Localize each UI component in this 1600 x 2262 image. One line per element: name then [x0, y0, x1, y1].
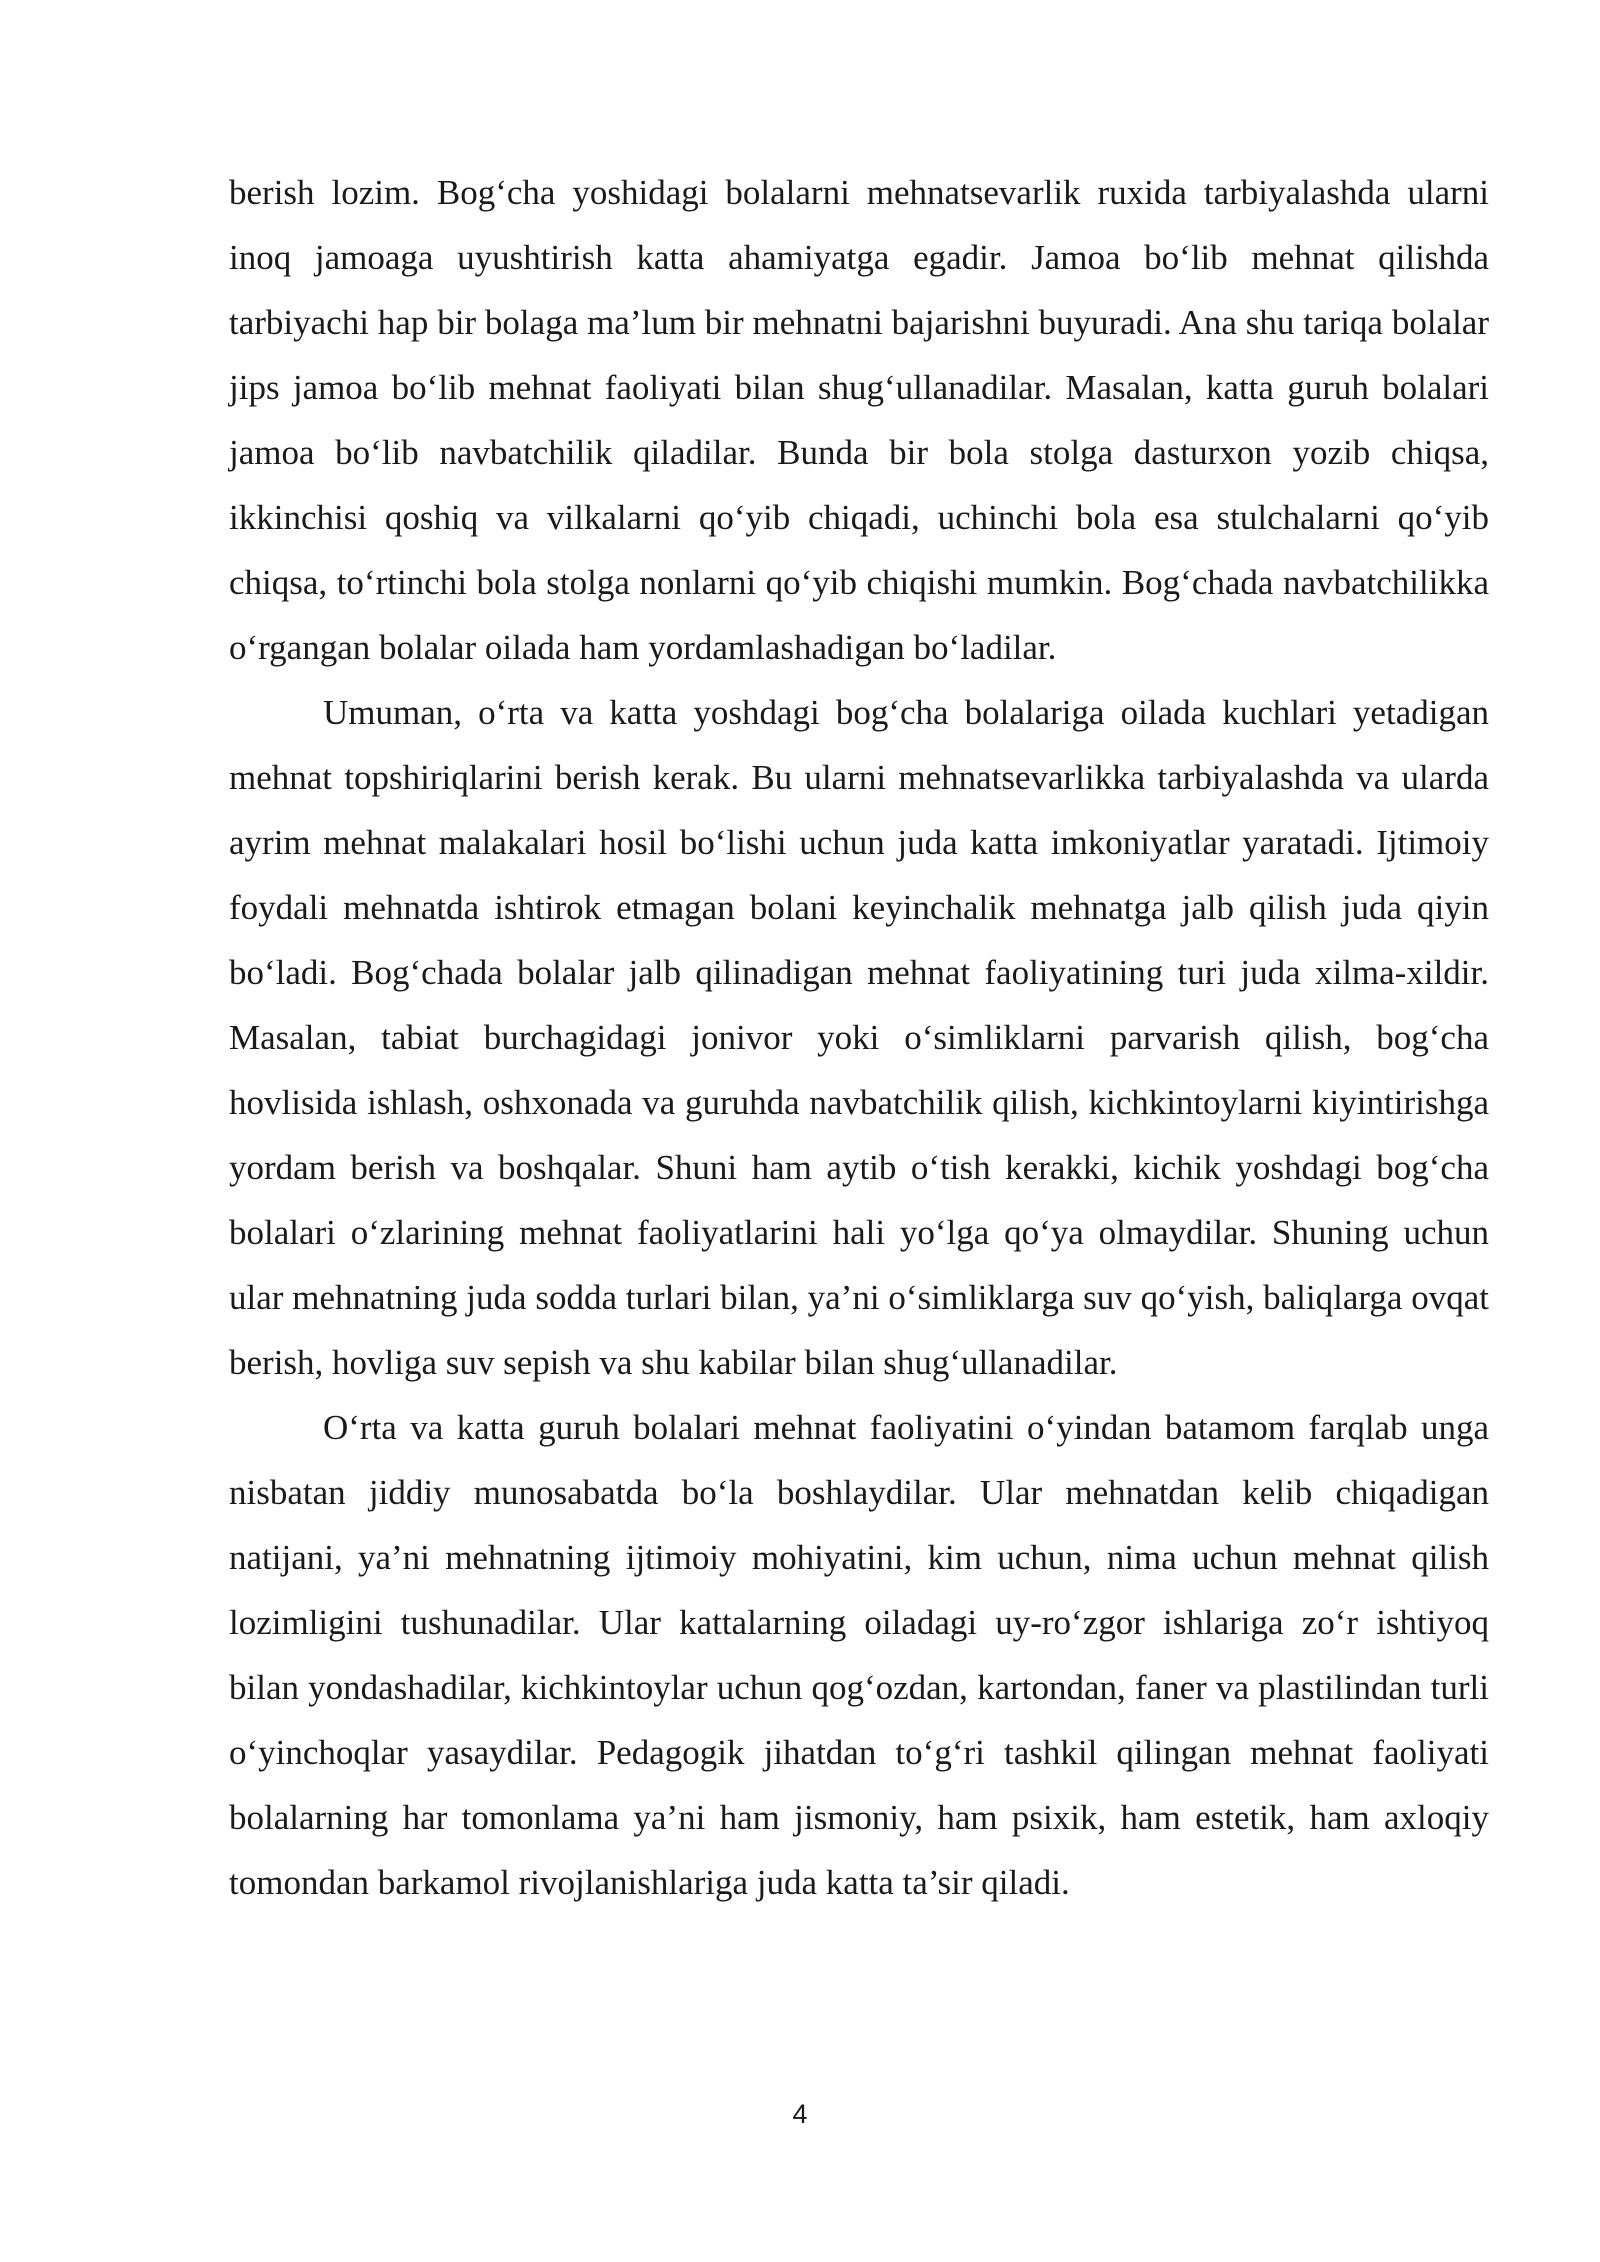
- paragraph-umuman: Umuman, o‘rta va katta yoshdagi bog‘cha bolalariga oilada kuchlari yetadigan mehnat topshiriqlarini berish kerak. Bu ularni mehnatsevarlikka tarbiyalashda va ularda ayrim mehnat malakalari hosil bo‘lishi uchun juda katta imkoniyatlar yaratadi. Ijtimoiy foydali mehnatda ishtirok etmagan bolani keyinchalik mehnatga jalb qilish juda qiyin bo‘ladi. Bog‘chada bolalar jalb qilinadigan mehnat faoliyatining turi juda xilma-xildir. Masalan, tabiat burchagidagi jonivor yoki o‘simliklarni parvarish qilish, bog‘cha hovlisida ishlash, oshxonada va guruhda navbatchilik qilish, kichkintoylarni kiyintirishga yordam berish va boshqalar. Shuni ham aytib o‘tish kerakki, kichik yoshdagi bog‘cha bolalari o‘zlarining mehnat faoliyatlarini hali yo‘lga qo‘ya olmaydilar. Shuning uchun ular mehnatning juda sodda turlari bilan, ya’ni o‘simliklarga suv qo‘yish, baliqlarga ovqat berish, hovliga suv sepish va shu kabilar bilan shug‘ullanadilar.: [229, 693, 1489, 1382]
- page-body-text: [229, 160, 1489, 1915]
- paragraph-continuation: berish lozim. Bog‘cha yoshidagi bolalarni mehnatsevarlik ruxida tarbiyalashda ularni inoq jamoaga uyushtirish katta ahamiyatga egadir. Jamoa bo‘lib mehnat qilishda tarbiyachi hap bir bolaga ma’lum bir mehnatni bajarishni buyuradi. Ana shu tariqa bolalar jips jamoa bo‘lib mehnat faoliyati bilan shug‘ullanadilar. Masalan, katta guruh bolalari jamoa bo‘lib navbatchilik qiladilar. Bunda bir bola stolga dasturxon yozib chiqsa, ikkinchisi qoshiq va vilkalarni qo‘yib chiqadi, uchinchi bola esa stulchalarni qo‘yib chiqsa, to‘rtinchi bola stolga nonlarni qo‘yib chiqishi mumkin. Bog‘chada navbatchilikka o‘rgangan bolalar oilada ham yordamlashadigan bo‘ladilar.: [229, 173, 1489, 667]
- page-number: 4: [792, 2099, 808, 2129]
- paragraph-orta-va-katta: O‘rta va katta guruh bolalari mehnat faoliyatini o‘yindan batamom farqlab unga nisbatan jiddiy munosabatda bo‘la boshlaydilar. Ular mehnatdan kelib chiqadigan natijani, ya’ni mehnatning ijtimoiy mohiyatini, kim uchun, nima uchun mehnat qilish lozimligini tushunadilar. Ular kattalarning oiladagi uy-ro‘zgor ishlariga zo‘r ishtiyoq bilan yondashadilar, kichkintoylar uchun qog‘ozdan, kartondan, faner va plastilindan turli o‘yinchoqlar yasaydilar. Pedagogik jihatdan to‘g‘ri tashkil qilingan mehnat faoliyati bolalarning har tomonlama ya’ni ham jismoniy, ham psixik, ham estetik, ham axloqiy tomondan barkamol rivojlanishlariga juda katta ta’sir qiladi.: [229, 1408, 1489, 1902]
